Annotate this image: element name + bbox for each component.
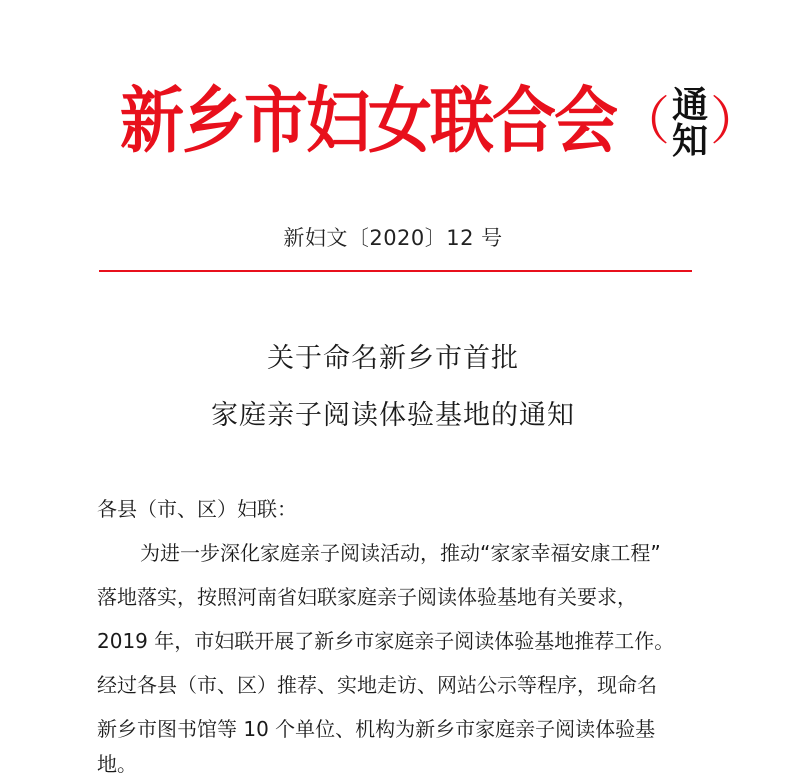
masthead-organization-name: 新乡市妇女联合会 <box>120 79 616 164</box>
body-paragraph-line: 落地落实，按照河南省妇联家庭亲子阅读体验基地有关要求， <box>97 585 637 609</box>
body-paragraph-line: 新乡市图书馆等 10 个单位、机构为新乡市家庭亲子阅读体验基 <box>97 717 656 741</box>
masthead-document-type: 通知 <box>672 85 709 162</box>
body-paragraph-line: 地。 <box>97 752 137 776</box>
masthead <box>120 72 763 172</box>
document-title-line-1: 关于命名新乡市首批 <box>267 343 519 374</box>
masthead-open-paren: （ <box>618 92 671 152</box>
body-paragraph-line: 为进一步深化家庭亲子阅读活动，推动“家家幸福安康工程” <box>140 541 661 565</box>
masthead-close-paren: ） <box>710 92 763 152</box>
body-paragraph-line: 经过各县（市、区）推荐、实地走访、网站公示等程序，现命名 <box>97 673 657 697</box>
document-title-line-2: 家庭亲子阅读体验基地的通知 <box>211 400 575 431</box>
document-number: 新妇文〔2020〕12 号 <box>283 226 503 250</box>
red-divider-line <box>99 270 692 272</box>
body-paragraph-line: 2019 年，市妇联开展了新乡市家庭亲子阅读体验基地推荐工作。 <box>97 629 675 653</box>
salutation: 各县（市、区）妇联： <box>97 497 297 521</box>
